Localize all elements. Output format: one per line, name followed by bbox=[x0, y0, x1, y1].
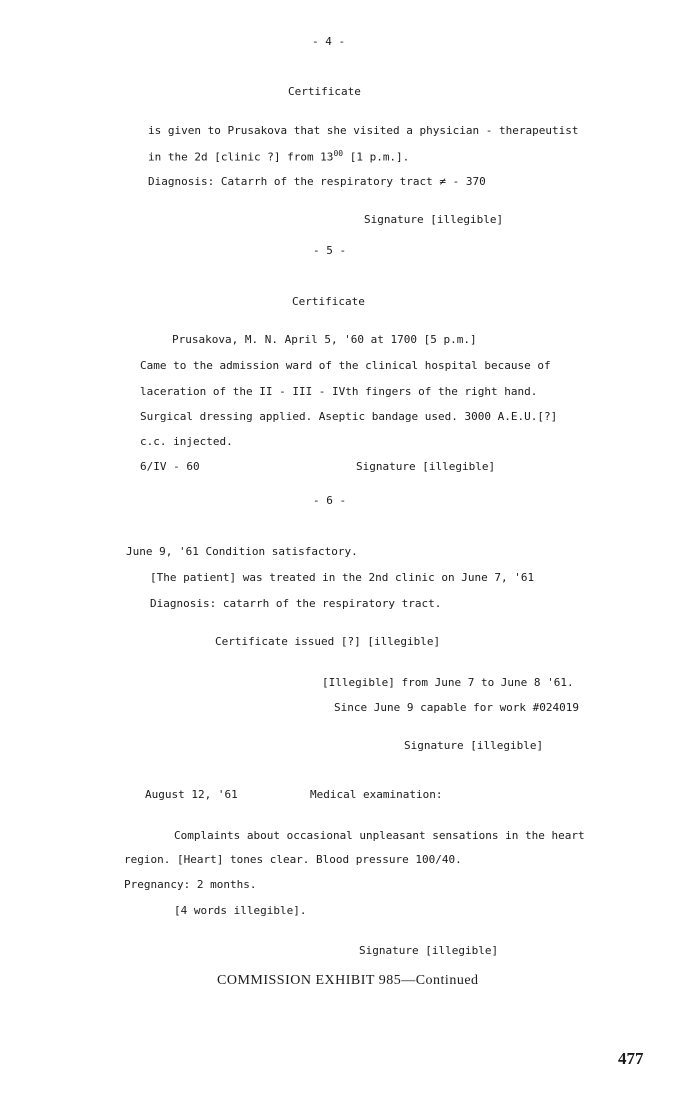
exhibit-caption: COMMISSION EXHIBIT 985—Continued bbox=[217, 973, 479, 988]
text-line: June 9, '61 Condition satisfactory. bbox=[126, 545, 358, 558]
text-line: Came to the admission ward of the clinical hospital because of bbox=[140, 359, 551, 372]
text-line: Surgical dressing applied. Aseptic bandage used. 3000 A.E.U.[?] bbox=[140, 410, 558, 423]
certificate-title: Certificate bbox=[292, 295, 365, 308]
text-line: Prusakova, M. N. April 5, '60 at 1700 [5 p.m.] bbox=[172, 333, 477, 346]
page-marker: - 5 - bbox=[313, 244, 347, 257]
text-line: Certificate issued [?] [illegible] bbox=[215, 635, 441, 648]
signature: Signature [illegible] bbox=[404, 739, 544, 752]
signature: Signature [illegible] bbox=[364, 213, 504, 226]
section-heading: Medical examination: bbox=[310, 788, 443, 801]
text-line: [The patient] was treated in the 2nd clinic on June 7, '61 bbox=[150, 571, 535, 584]
signature: Signature [illegible] bbox=[359, 944, 499, 957]
text-line: [Illegible] from June 7 to June 8 '61. bbox=[322, 676, 574, 689]
text-line: c.c. injected. bbox=[140, 435, 233, 448]
text-line: in the 2d [clinic ?] from $13^{00}$ [1 p.m.]. bbox=[148, 149, 410, 164]
page-number: 477 bbox=[618, 1049, 644, 1068]
text-line: Since June 9 capable for work #024019 bbox=[334, 701, 580, 714]
text-line: [4 words illegible]. bbox=[174, 904, 307, 917]
text-line: region. [Heart] tones clear. Blood pressure 100/40. bbox=[124, 853, 462, 866]
text-line: Pregnancy: 2 months. bbox=[124, 878, 257, 891]
text-line: laceration of the II - III - IVth fingers of the right hand. bbox=[140, 385, 538, 398]
page-marker: - 6 - bbox=[313, 494, 347, 507]
text-line: Complaints about occasional unpleasant sensations in the heart bbox=[174, 829, 585, 842]
page-marker: - 4 - bbox=[312, 35, 346, 48]
diagnosis-line: Diagnosis: Catarrh of the respiratory tract ≠ - 370 bbox=[148, 175, 486, 188]
date-line: 6/IV - 60 bbox=[140, 460, 200, 473]
signature: Signature [illegible] bbox=[356, 460, 496, 473]
certificate-title: Certificate bbox=[288, 85, 361, 98]
date-line: August 12, '61 bbox=[145, 788, 238, 801]
text-line: is given to Prusakova that she visited a physician - therapeutist bbox=[148, 124, 579, 137]
text-line: Diagnosis: catarrh of the respiratory tract. bbox=[150, 597, 442, 610]
